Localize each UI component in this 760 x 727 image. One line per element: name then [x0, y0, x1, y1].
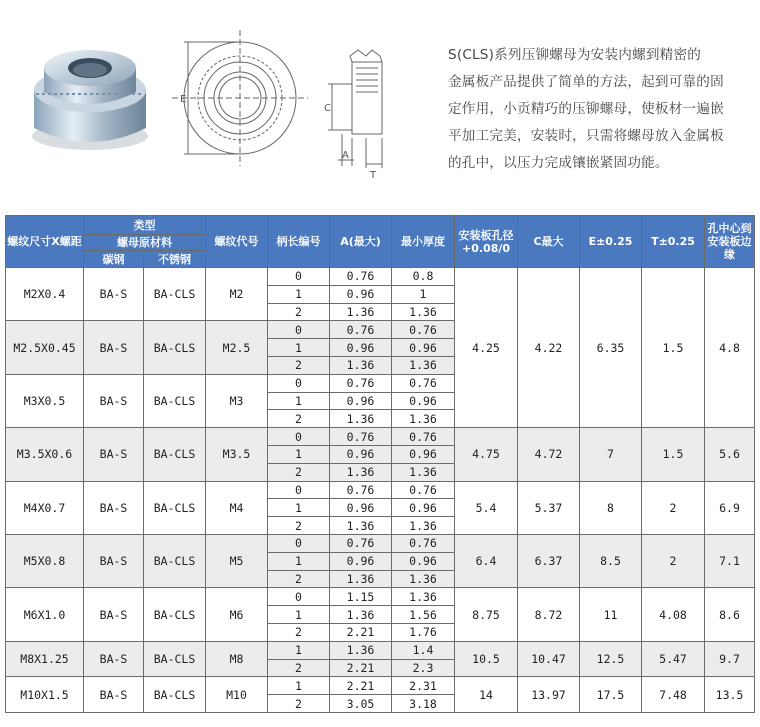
product-intro [0, 0, 760, 212]
cell-carbon-steel: BA-S [84, 428, 144, 481]
cell-a-max: 1.15 [330, 588, 392, 606]
cell-e: 17.5 [580, 677, 642, 713]
cell-carbon-steel: BA-S [84, 534, 144, 587]
drawing-label-e: E [180, 94, 187, 105]
cell-shank-code: 2 [268, 356, 330, 374]
cell-shank-code: 2 [268, 463, 330, 481]
cell-c-max: 8.72 [518, 588, 580, 641]
cell-a-max: 1.36 [330, 463, 392, 481]
cell-min-thickness: 0.96 [392, 445, 455, 463]
cell-hole: 4.75 [455, 428, 518, 481]
cell-thread-code: M2 [206, 268, 268, 321]
cell-shank-code: 2 [268, 623, 330, 641]
cell-min-thickness: 0.76 [392, 481, 455, 499]
table-row [6, 534, 755, 552]
cell-a-max: 0.76 [330, 374, 392, 392]
table-row [6, 588, 755, 606]
cell-shank-code: 2 [268, 659, 330, 677]
header-thread-code: 螺纹代号 [206, 216, 268, 268]
table-row [6, 268, 755, 286]
cell-stainless: BA-CLS [144, 428, 206, 481]
cell-c-max: 5.37 [518, 481, 580, 534]
cell-thread-size: M4X0.7 [6, 481, 84, 534]
header-stainless: 不锈钢 [144, 251, 206, 268]
cell-shank-code: 1 [268, 641, 330, 659]
cell-min-thickness: 0.96 [392, 499, 455, 517]
cell-thread-size: M8X1.25 [6, 641, 84, 677]
cell-a-max: 0.96 [330, 392, 392, 410]
cell-stainless: BA-CLS [144, 268, 206, 321]
dimension-drawing [172, 18, 422, 198]
cell-thread-code: M4 [206, 481, 268, 534]
cell-a-max: 0.96 [330, 552, 392, 570]
cell-edge: 6.9 [705, 481, 755, 534]
cell-t: 2 [642, 534, 705, 587]
cell-a-max: 3.05 [330, 695, 392, 713]
cell-shank-code: 2 [268, 570, 330, 588]
cell-thread-size: M2.5X0.45 [6, 321, 84, 374]
drawing-label-t: T [370, 170, 377, 181]
cell-a-max: 0.76 [330, 268, 392, 286]
cell-edge: 8.6 [705, 588, 755, 641]
cell-hole: 8.75 [455, 588, 518, 641]
cell-thread-code: M5 [206, 534, 268, 587]
cell-hole: 14 [455, 677, 518, 713]
drawing-label-c: C [324, 103, 331, 114]
cell-shank-code: 2 [268, 517, 330, 535]
cell-min-thickness: 1.4 [392, 641, 455, 659]
header-hole: 安装板孔径+0.08/0 [455, 216, 518, 268]
cell-e: 11 [580, 588, 642, 641]
header-c-max: C最大 [518, 216, 580, 268]
cell-shank-code: 0 [268, 374, 330, 392]
cell-a-max: 0.96 [330, 339, 392, 357]
header-a-max: A(最大) [330, 216, 392, 268]
header-min-thickness: 最小厚度 [392, 216, 455, 268]
cell-min-thickness: 3.18 [392, 695, 455, 713]
cell-hole: 6.4 [455, 534, 518, 587]
cell-thread-size: M5X0.8 [6, 534, 84, 587]
table-row [6, 641, 755, 659]
cell-a-max: 2.21 [330, 623, 392, 641]
cell-min-thickness: 1.36 [392, 588, 455, 606]
description-line: 的孔中，以压力完成镶嵌紧固功能。 [448, 155, 669, 171]
cell-min-thickness: 1 [392, 285, 455, 303]
cell-shank-code: 2 [268, 695, 330, 713]
cell-min-thickness: 1.56 [392, 606, 455, 624]
cell-e: 12.5 [580, 641, 642, 677]
table-row [6, 677, 755, 695]
cell-c-max: 13.97 [518, 677, 580, 713]
cell-min-thickness: 1.36 [392, 570, 455, 588]
cell-stainless: BA-CLS [144, 677, 206, 713]
cell-shank-code: 0 [268, 588, 330, 606]
cell-thread-code: M10 [206, 677, 268, 713]
cell-carbon-steel: BA-S [84, 588, 144, 641]
cell-a-max: 1.36 [330, 356, 392, 374]
cell-a-max: 1.36 [330, 303, 392, 321]
cell-shank-code: 1 [268, 392, 330, 410]
header-e: E±0.25 [580, 216, 642, 268]
cell-stainless: BA-CLS [144, 481, 206, 534]
drawing-label-a: A [342, 150, 349, 161]
cell-a-max: 0.76 [330, 534, 392, 552]
cell-thread-code: M3 [206, 374, 268, 427]
spec-table [5, 215, 755, 713]
cell-shank-code: 2 [268, 410, 330, 428]
cell-min-thickness: 1.36 [392, 410, 455, 428]
cell-shank-code: 1 [268, 606, 330, 624]
cell-carbon-steel: BA-S [84, 481, 144, 534]
cell-thread-size: M3.5X0.6 [6, 428, 84, 481]
cell-thread-size: M6X1.0 [6, 588, 84, 641]
cell-shank-code: 0 [268, 321, 330, 339]
cell-shank-code: 0 [268, 481, 330, 499]
header-thread-size: 螺纹尺寸X螺距 [6, 216, 84, 268]
cell-thread-code: M3.5 [206, 428, 268, 481]
table-row [6, 481, 755, 499]
cell-edge: 5.6 [705, 428, 755, 481]
description-line: S(CLS)系列压铆螺母为安装内螺到精密的 [448, 47, 702, 63]
cell-thread-code: M6 [206, 588, 268, 641]
cell-thread-size: M2X0.4 [6, 268, 84, 321]
cell-min-thickness: 1.36 [392, 463, 455, 481]
cell-shank-code: 1 [268, 445, 330, 463]
cell-hole: 4.25 [455, 268, 518, 428]
cell-thread-size: M10X1.5 [6, 677, 84, 713]
cell-edge: 4.8 [705, 268, 755, 428]
cell-a-max: 2.21 [330, 677, 392, 695]
header-shank-code: 柄长编号 [268, 216, 330, 268]
cell-shank-code: 2 [268, 303, 330, 321]
cell-a-max: 0.96 [330, 285, 392, 303]
header-t: T±0.25 [642, 216, 705, 268]
cell-shank-code: 1 [268, 339, 330, 357]
cell-min-thickness: 0.8 [392, 268, 455, 286]
nut-photo [22, 28, 162, 158]
table-row [6, 428, 755, 446]
cell-t: 4.08 [642, 588, 705, 641]
spec-table-header [6, 216, 755, 268]
cell-min-thickness: 0.76 [392, 374, 455, 392]
cell-c-max: 4.22 [518, 268, 580, 428]
cell-min-thickness: 1.36 [392, 303, 455, 321]
description-line: 定作用，小贡精巧的压铆螺母，使板材一遍嵌 [448, 101, 724, 117]
cell-thread-code: M2.5 [206, 321, 268, 374]
header-carbon-steel: 碳钢 [84, 251, 144, 268]
cell-min-thickness: 0.96 [392, 552, 455, 570]
cell-min-thickness: 1.76 [392, 623, 455, 641]
cell-a-max: 0.76 [330, 321, 392, 339]
cell-min-thickness: 1.36 [392, 356, 455, 374]
cell-t: 2 [642, 481, 705, 534]
cell-thread-size: M3X0.5 [6, 374, 84, 427]
description-line: 金属板产品提供了简单的方法，起到可靠的固 [448, 74, 724, 90]
cell-shank-code: 1 [268, 499, 330, 517]
cell-e: 6.35 [580, 268, 642, 428]
cell-a-max: 1.36 [330, 517, 392, 535]
cell-min-thickness: 0.96 [392, 339, 455, 357]
cell-carbon-steel: BA-S [84, 641, 144, 677]
cell-e: 8 [580, 481, 642, 534]
cell-min-thickness: 1.36 [392, 517, 455, 535]
cell-edge: 13.5 [705, 677, 755, 713]
cell-stainless: BA-CLS [144, 534, 206, 587]
cell-c-max: 6.37 [518, 534, 580, 587]
cell-shank-code: 0 [268, 428, 330, 446]
header-type: 类型 [84, 216, 206, 235]
cell-a-max: 1.36 [330, 570, 392, 588]
cell-shank-code: 0 [268, 268, 330, 286]
cell-e: 7 [580, 428, 642, 481]
spec-table-body [6, 268, 755, 713]
cell-a-max: 1.36 [330, 641, 392, 659]
cell-hole: 10.5 [455, 641, 518, 677]
cell-min-thickness: 0.76 [392, 321, 455, 339]
cell-stainless: BA-CLS [144, 641, 206, 677]
cell-min-thickness: 2.31 [392, 677, 455, 695]
cell-carbon-steel: BA-S [84, 268, 144, 321]
cell-shank-code: 1 [268, 677, 330, 695]
header-edge: 孔中心到安装板边缘 [705, 216, 755, 268]
cell-shank-code: 0 [268, 534, 330, 552]
cell-carbon-steel: BA-S [84, 677, 144, 713]
cell-min-thickness: 0.96 [392, 392, 455, 410]
product-description [448, 42, 748, 177]
cell-min-thickness: 0.76 [392, 534, 455, 552]
cell-a-max: 0.76 [330, 481, 392, 499]
cell-a-max: 0.96 [330, 445, 392, 463]
cell-shank-code: 1 [268, 552, 330, 570]
cell-a-max: 0.96 [330, 499, 392, 517]
cell-t: 1.5 [642, 428, 705, 481]
cell-edge: 7.1 [705, 534, 755, 587]
cell-stainless: BA-CLS [144, 374, 206, 427]
cell-stainless: BA-CLS [144, 321, 206, 374]
cell-t: 5.47 [642, 641, 705, 677]
description-line: 平加工完美，安装时，只需将螺母放入金属板 [448, 128, 724, 144]
cell-min-thickness: 0.76 [392, 428, 455, 446]
cell-c-max: 4.72 [518, 428, 580, 481]
cell-a-max: 0.76 [330, 428, 392, 446]
cell-stainless: BA-CLS [144, 588, 206, 641]
cell-e: 8.5 [580, 534, 642, 587]
cell-t: 7.48 [642, 677, 705, 713]
cell-a-max: 1.36 [330, 410, 392, 428]
cell-shank-code: 1 [268, 285, 330, 303]
header-nut-material: 螺母原材料 [84, 235, 206, 251]
cell-thread-code: M8 [206, 641, 268, 677]
cell-hole: 5.4 [455, 481, 518, 534]
cell-a-max: 2.21 [330, 659, 392, 677]
cell-carbon-steel: BA-S [84, 321, 144, 374]
cell-c-max: 10.47 [518, 641, 580, 677]
cell-min-thickness: 2.3 [392, 659, 455, 677]
cell-t: 1.5 [642, 268, 705, 428]
cell-a-max: 1.36 [330, 606, 392, 624]
cell-carbon-steel: BA-S [84, 374, 144, 427]
cell-edge: 9.7 [705, 641, 755, 677]
